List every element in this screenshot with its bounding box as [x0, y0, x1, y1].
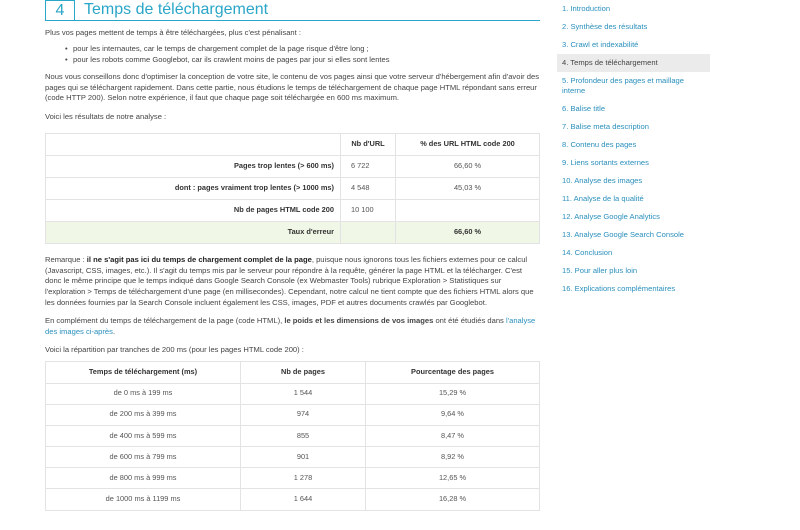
complement-suffix: . [112, 326, 116, 336]
complement-prefix: En complément du temps de téléchargement de la page (code HTML), [45, 315, 285, 325]
row-percent: 9,64 % [366, 404, 540, 425]
table-row [46, 468, 540, 489]
table-row [46, 447, 540, 468]
row-count: 1 278 [241, 468, 366, 489]
toc-item-introduction[interactable]: 1. Introduction [562, 4, 611, 13]
toc-item-images[interactable]: 10. Analyse des images [562, 176, 643, 185]
table-header: Nb d'URL [341, 133, 396, 155]
penalty-list [65, 43, 540, 65]
row-range: de 800 ms à 999 ms [46, 468, 241, 489]
complement-emphasis: le poids et les dimensions de vos images [284, 315, 434, 325]
row-count: 6 722 [341, 155, 396, 177]
row-count: 4 548 [341, 177, 396, 199]
complement-paragraph [45, 316, 540, 338]
results-table [45, 133, 540, 244]
section-title: Temps de téléchargement [84, 1, 269, 18]
results-intro: Voici les résultats de notre analyse : [45, 111, 167, 121]
list-item: • pour les robots comme Googlebot, car ils crawlent moins de pages par jour si elles sont lentes [65, 54, 540, 65]
row-percent [396, 199, 540, 221]
row-range: de 0 ms à 199 ms [46, 383, 241, 404]
row-percent: 8,47 % [366, 425, 540, 446]
table-header [46, 133, 341, 155]
table-row [46, 155, 540, 177]
table-header: Pourcentage des pages [366, 362, 540, 383]
table-row [46, 425, 540, 446]
toc-item-liens-sortants[interactable]: 9. Liens sortants externes [562, 158, 649, 167]
row-percent: 45,03 % [396, 177, 540, 199]
distribution-table [45, 361, 540, 510]
table-header-row [46, 362, 540, 383]
row-count: 1 644 [241, 489, 366, 510]
table-header-row [46, 133, 540, 155]
image-analysis-link[interactable]: l'analyse des images ci-après [45, 315, 536, 336]
row-count: 855 [241, 425, 366, 446]
section-number: 4 [45, 0, 75, 20]
table-header: % des URL HTML code 200 [396, 133, 540, 155]
table-header: Nb de pages [241, 362, 366, 383]
row-count: 974 [241, 404, 366, 425]
row-label: Nb de pages HTML code 200 [46, 199, 341, 221]
table-row [46, 199, 540, 221]
table-row [46, 489, 540, 510]
row-percent: 66,60 % [396, 155, 540, 177]
advice-paragraph: Nous vous conseillons donc d'optimiser la conception de votre site, le contenu de vos pages ainsi que votre serveur d'hébergement afin d'avoir des pages qui se téléchargent rapidement. Dans cette partie, nous étudions le temps de téléchargement de chaque page HTML répondant sans erreur (code HTTP 200). Selon notre expérience, il faut que chaque page soit téléchargée en 600 ms maximum. [45, 72, 540, 103]
toc-item-conclusion[interactable]: 14. Conclusion [562, 248, 613, 257]
row-range: de 200 ms à 399 ms [46, 404, 241, 425]
table-header: Temps de téléchargement (ms) [46, 362, 241, 383]
row-range: de 600 ms à 799 ms [46, 447, 241, 468]
row-count: 901 [241, 447, 366, 468]
toc-item-qualite[interactable]: 11. Analyse de la qualité [562, 194, 644, 203]
remark-prefix: Remarque : [45, 254, 87, 264]
row-label: Taux d'erreur [46, 221, 341, 243]
toc-item-aller-plus-loin[interactable]: 15. Pour aller plus loin [562, 266, 638, 275]
row-label: Pages trop lentes (> 600 ms) [46, 155, 341, 177]
row-label: dont : pages vraiment trop lentes (> 1000 ms) [46, 177, 341, 199]
row-percent: 15,29 % [366, 383, 540, 404]
toc-item-search-console[interactable]: 13. Analyse Google Search Console [562, 230, 685, 239]
table-row [46, 383, 540, 404]
list-item: • pour les internautes, car le temps de chargement complet de la page risque d'être long ; [65, 43, 540, 54]
toc-item-contenu[interactable]: 8. Contenu des pages [562, 140, 637, 149]
table-row [46, 177, 540, 199]
main-content [45, 0, 540, 511]
remark-body: , puisque nous ignorons tous les fichiers externes pour ce calcul (Javascript, CSS, images, etc.). Il s'agit du temps mis par le serveur pour répondre à la requête, générer la page HTML et la télécharger. C'est donc le même principe que le temps indiqué dans Google Search Console (ex Webmaster Tools) rubrique Exploration > Statistiques sur l'exploration > Temps de téléchargement d'une page (en millisecondes). Cependant, notre calcul ne tient compte que des fichiers HTML alors que les données fournies par la Search Console incluent également les CSS, images, PDF et autres documents crawlés par Googlebot. [45, 254, 534, 307]
distribution-intro: Voici la répartition par tranches de 200 ms (pour les pages HTML code 200) : [45, 345, 304, 355]
toc-item-balise-title[interactable]: 6. Balise title [562, 104, 606, 113]
row-percent: 16,28 % [366, 489, 540, 510]
toc-item-profondeur[interactable]: 5. Profondeur des pages et maillage interne [562, 76, 685, 95]
section-heading [45, 0, 540, 21]
toc-item-temps-telechargement[interactable]: 4. Temps de téléchargement [557, 54, 710, 72]
toc-item-synthese[interactable]: 2. Synthèse des résultats [562, 22, 648, 31]
row-count: 1 544 [241, 383, 366, 404]
remark-emphasis: il ne s'agit pas ici du temps de chargement complet de la page [86, 254, 312, 264]
row-range: de 400 ms à 599 ms [46, 425, 241, 446]
toc-item-explications[interactable]: 16. Explications complémentaires [562, 284, 676, 293]
row-range: de 1000 ms à 1199 ms [46, 489, 241, 510]
row-percent: 8,92 % [366, 447, 540, 468]
intro-paragraph: Plus vos pages mettent de temps à être téléchargées, plus c'est pénalisant : [45, 28, 301, 37]
remark-paragraph [45, 255, 540, 309]
row-percent: 12,65 % [366, 468, 540, 489]
table-row [46, 404, 540, 425]
row-count: 10 100 [341, 199, 396, 221]
toc-item-google-analytics[interactable]: 12. Analyse Google Analytics [562, 212, 660, 221]
table-of-contents [557, 0, 710, 298]
toc-item-crawl[interactable]: 3. Crawl et indexabilité [562, 40, 639, 49]
toc-item-meta-description[interactable]: 7. Balise meta description [562, 122, 649, 131]
row-percent: 66,60 % [396, 221, 540, 243]
table-row-error-rate [46, 221, 540, 243]
row-count [341, 221, 396, 243]
complement-middle: ont été étudiés dans [433, 315, 506, 325]
